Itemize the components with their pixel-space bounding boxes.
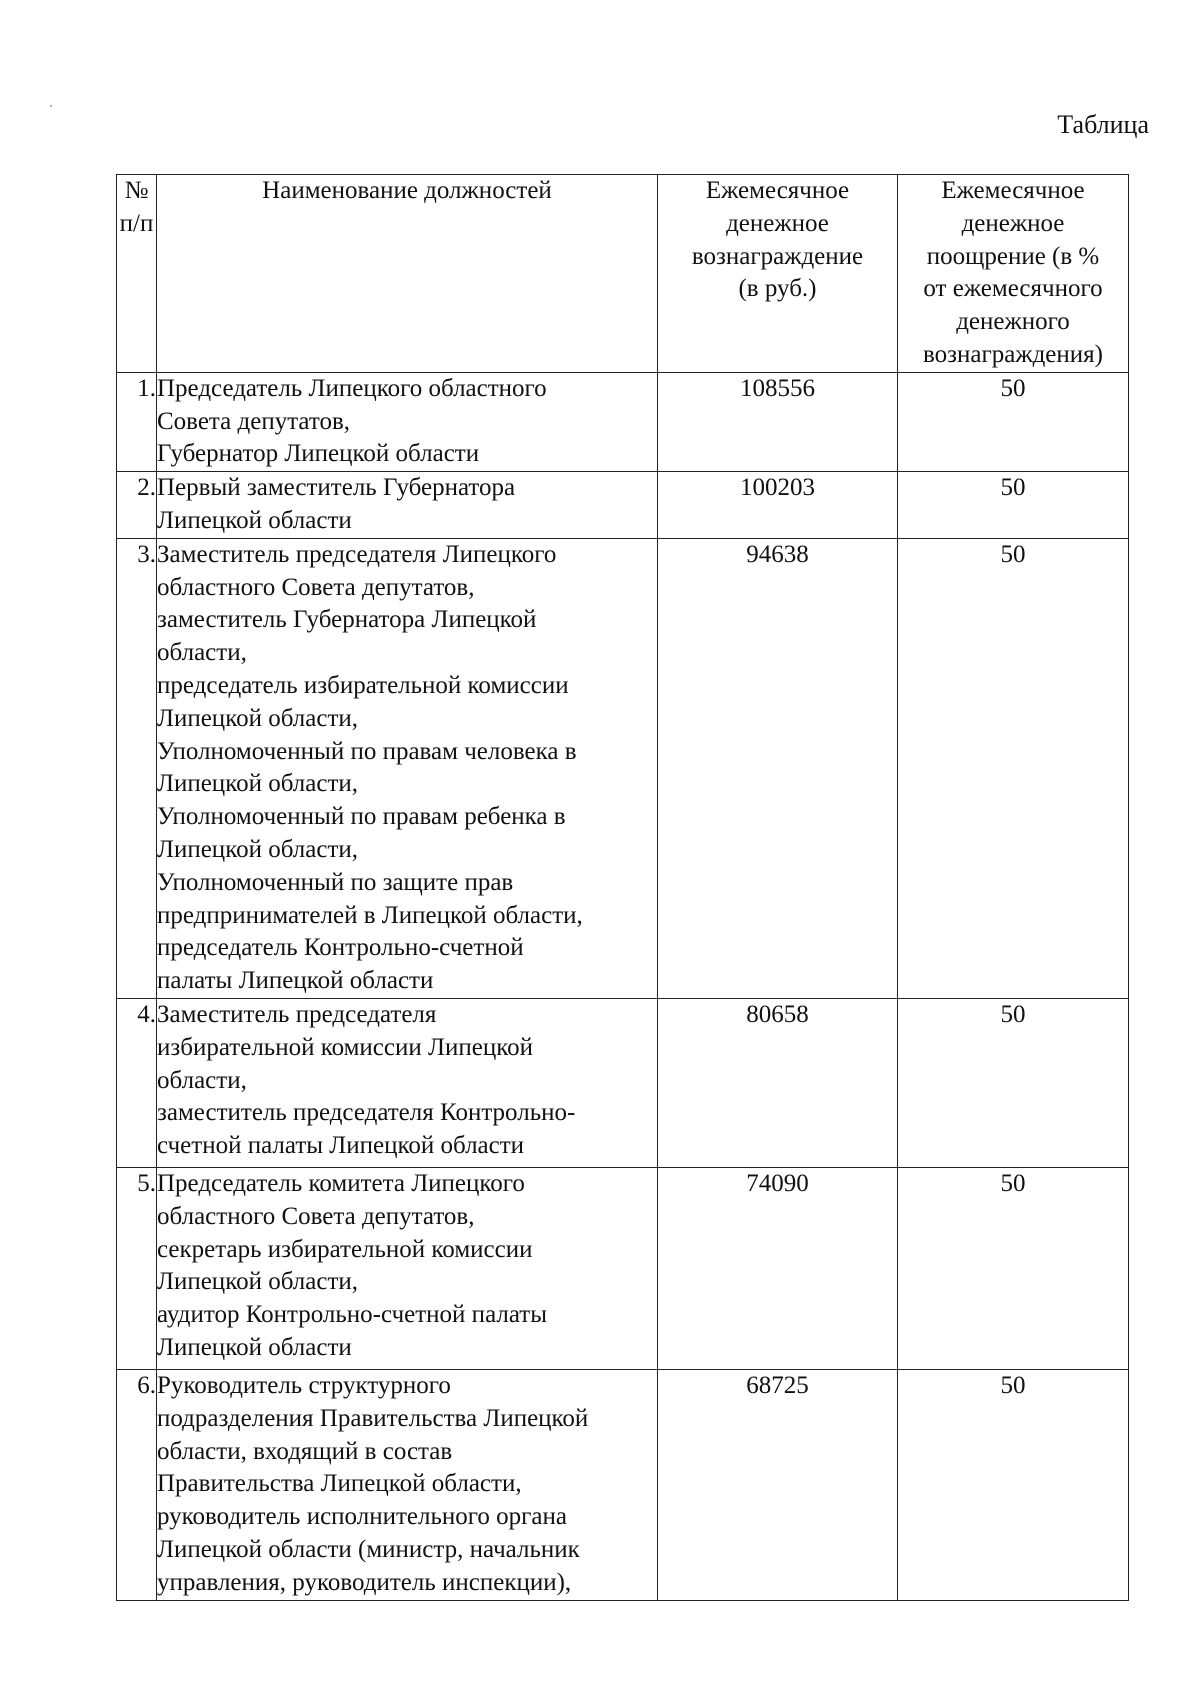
- table-header-row: [117, 175, 1129, 373]
- header-monthly-bonus: Ежемесячное денежное поощрение (в % от ежемесячного денежного вознаграждения): [898, 175, 1129, 373]
- row-reward: 74090: [658, 1167, 898, 1369]
- row-position-name: Руководитель структурного подразделения Правительства Липецкой области, входящий в состав Правительства Липецкой области, руководитель исполнительного органа Липецкой области (министр, начальник управления, руководитель инспекции),: [157, 1369, 658, 1600]
- row-reward: 94638: [658, 538, 898, 998]
- row-bonus: 50: [898, 472, 1129, 539]
- row-position-name: Первый заместитель Губернатора Липецкой области: [157, 472, 658, 539]
- table-row: [117, 538, 1129, 998]
- row-position-name: Заместитель председателя Липецкого областного Совета депутатов, заместитель Губернатора Липецкой области, председатель избирательной комиссии Липецкой области, Уполномоченный по правам человека в Липецкой области, Уполномоченный по правам ребенка в Липецкой области, Уполномоченный по защите прав предпринимателей в Липецкой области, председатель Контрольно-счетной палаты Липецкой области: [157, 538, 658, 998]
- row-reward: 100203: [658, 472, 898, 539]
- table-row: [117, 472, 1129, 539]
- row-reward: 80658: [658, 998, 898, 1167]
- header-monthly-reward: Ежемесячное денежное вознаграждение (в руб.): [658, 175, 898, 373]
- table-row: [117, 1369, 1129, 1600]
- row-number: 3.: [117, 538, 157, 998]
- scan-artifact: [50, 105, 52, 107]
- header-position-name: Наименование должностей: [157, 175, 658, 373]
- row-reward: 68725: [658, 1369, 898, 1600]
- table-row: [117, 372, 1129, 471]
- row-position-name: Заместитель председателя избирательной комиссии Липецкой области, заместитель председателя Контрольно- счетной палаты Липецкой области: [157, 998, 658, 1167]
- row-number: 2.: [117, 472, 157, 539]
- positions-table: [116, 174, 1129, 1601]
- row-bonus: 50: [898, 538, 1129, 998]
- row-bonus: 50: [898, 1369, 1129, 1600]
- row-bonus: 50: [898, 372, 1129, 471]
- row-number: 5.: [117, 1167, 157, 1369]
- row-bonus: 50: [898, 1167, 1129, 1369]
- table-caption: Таблица: [1057, 110, 1149, 139]
- table-row: [117, 998, 1129, 1167]
- row-position-name: Председатель комитета Липецкого областного Совета депутатов, секретарь избирательной комиссии Липецкой области, аудитор Контрольно-счетной палаты Липецкой области: [157, 1167, 658, 1369]
- row-number: 1.: [117, 372, 157, 471]
- row-bonus: 50: [898, 998, 1129, 1167]
- row-number: 6.: [117, 1369, 157, 1600]
- header-number: № п/п: [117, 175, 157, 373]
- row-number: 4.: [117, 998, 157, 1167]
- table-row: [117, 1167, 1129, 1369]
- row-position-name: Председатель Липецкого областного Совета депутатов, Губернатор Липецкой области: [157, 372, 658, 471]
- row-reward: 108556: [658, 372, 898, 471]
